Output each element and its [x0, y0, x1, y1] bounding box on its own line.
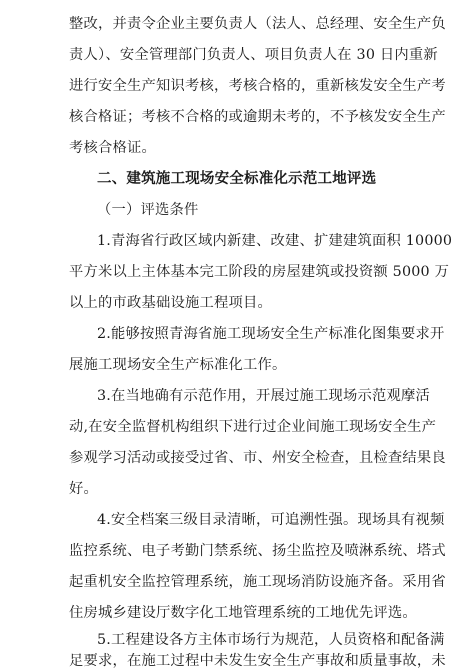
body-text-line: 核合格证；考核不合格的或逾期未考的，不予核发安全生产 [69, 109, 446, 125]
body-text-line: 参观学习活动或接受过省、市、州安全检查，且检查结果良 [69, 450, 446, 466]
body-text-line: 监控系统、电子考勤门禁系统、扬尘监控及喷淋系统、塔式 [69, 543, 446, 559]
body-text-line: 2.能够按照青海省施工现场安全生产标准化图集要求开 [97, 326, 445, 342]
body-text-line: 4.安全档案三级目录清晰，可追溯性强。现场具有视频 [97, 512, 445, 528]
body-text-line: 足要求，在施工过程中未发生安全生产事故和质量事故，未 [69, 653, 446, 669]
subsection-heading: （一）评选条件 [97, 202, 199, 218]
body-text-line: 起重机安全监控管理系统，施工现场消防设施齐备。采用省 [69, 574, 446, 590]
body-text-line: 展施工现场安全生产标准化工作。 [69, 357, 287, 373]
body-text-line: 考核合格证。 [69, 140, 156, 156]
body-text-line: 1.青海省行政区域内新建、改建、扩建建筑面积 10000 [97, 233, 453, 249]
body-text-line: 整改，并责令企业主要负责人（法人、总经理、安全生产负 [69, 16, 446, 32]
body-text-line: 5.工程建设各方主体市场行为规范，人员资格和配备满 [97, 632, 445, 648]
body-text-line: 3.在当地确有示范作用，开展过施工现场示范观摩活 [97, 388, 430, 404]
body-text-line: 好。 [69, 481, 98, 497]
body-text-line: 动,在安全监督机构组织下进行过企业间施工现场安全生产 [69, 419, 437, 435]
body-text-line: 责人）、安全管理部门负责人、项目负责人在 30 日内重新 [69, 47, 438, 63]
body-text-line: 住房城乡建设厅数字化工地管理系统的工地优先评选。 [69, 605, 417, 621]
body-text-line: 以上的市政基础设施工程项目。 [69, 295, 272, 311]
body-text-line: 平方米以上主体基本完工阶段的房屋建筑或投资额 5000 万 [69, 264, 450, 280]
section-heading: 二、建筑施工现场安全标准化示范工地评选 [97, 171, 377, 187]
body-text-line: 进行安全生产知识考核，考核合格的，重新核发安全生产考 [69, 78, 446, 94]
